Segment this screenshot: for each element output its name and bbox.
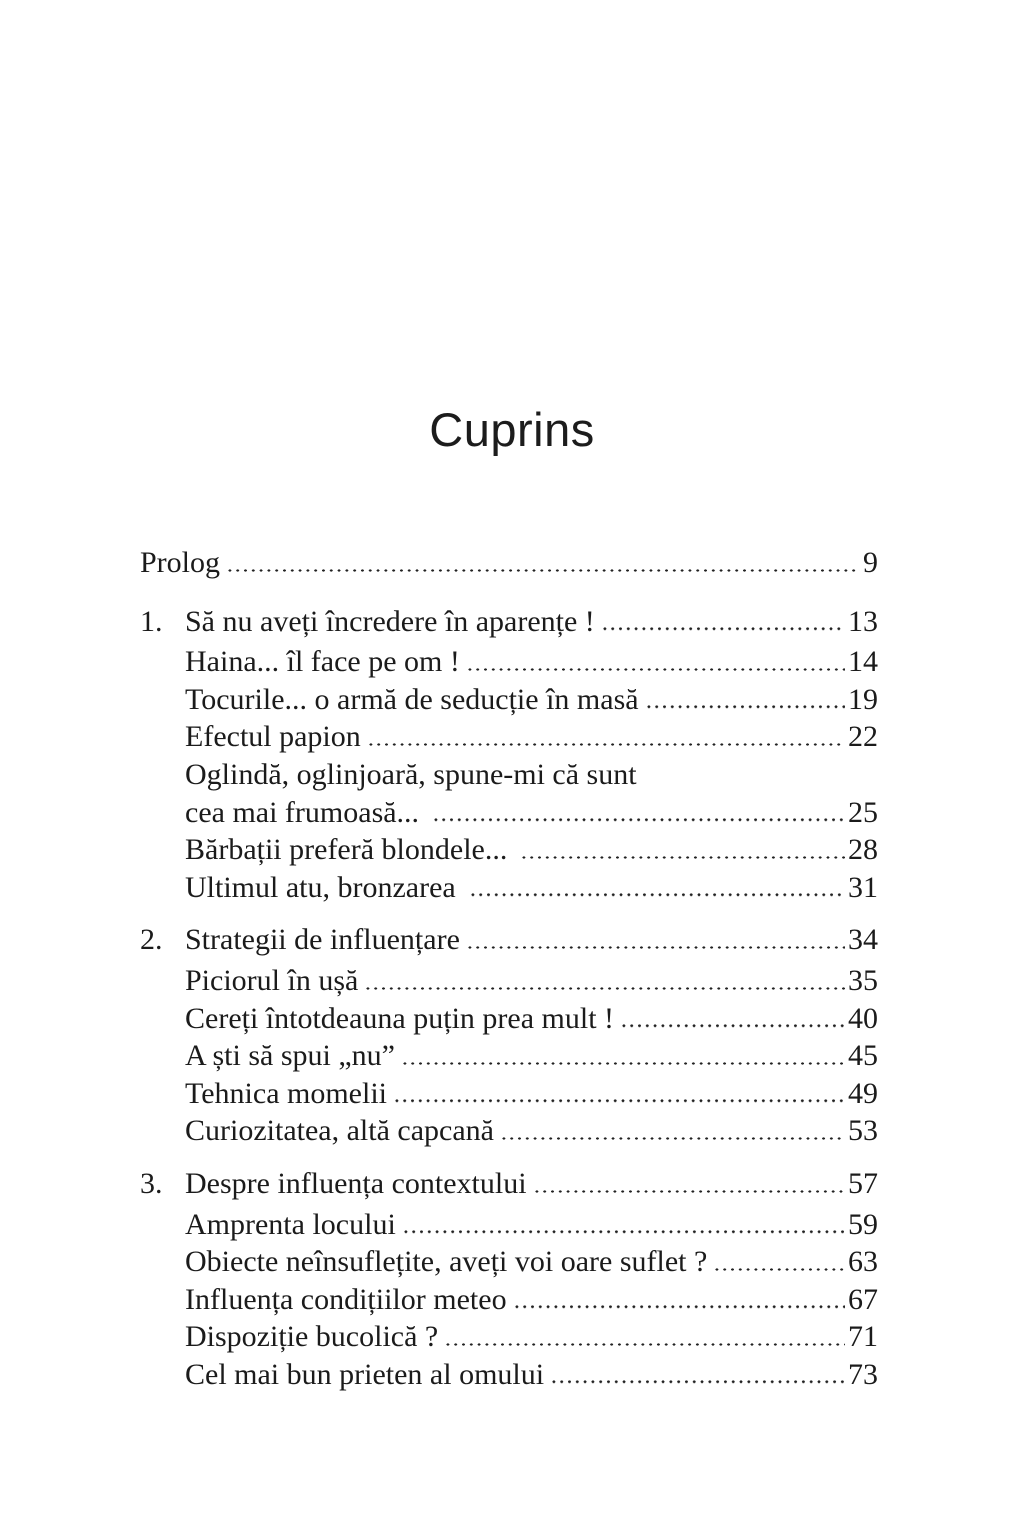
leader-dots [620, 1024, 845, 1027]
toc-entry [140, 1206, 878, 1244]
toc-entry [140, 1281, 878, 1319]
toc-entry-label: Prolog [140, 546, 221, 579]
toc-page-number: 71 [848, 1320, 878, 1354]
toc-entry-label: cea mai frumoasă... [185, 795, 420, 829]
leader-dots [713, 1268, 845, 1271]
leader-dots [500, 1137, 845, 1140]
toc-entry-label: Să nu aveți încredere în aparențe ! [185, 604, 595, 638]
leader-dots [513, 1305, 845, 1308]
toc-page-number: 73 [848, 1357, 878, 1391]
toc-entry-wrapped-line [140, 756, 878, 794]
leader-dots [469, 893, 845, 896]
toc-entry [140, 794, 878, 832]
chapter-number: 1. [140, 604, 163, 638]
leader-dots [550, 1380, 845, 1383]
chapter-number: 2. [140, 923, 163, 957]
toc-entry [140, 1000, 878, 1038]
leader-dots [367, 743, 845, 746]
toc-entry-chapter-2 [140, 921, 878, 959]
leader-dots [533, 1190, 845, 1193]
leader-dots [466, 946, 845, 949]
toc-entry-label: Dispoziție bucolică ? [185, 1320, 439, 1354]
toc-page-number: 35 [848, 963, 878, 997]
toc-entry-label: Obiecte neînsuflețite, aveți voi oare suflet ? [185, 1245, 708, 1279]
toc-entry-label: Piciorul în ușă [185, 963, 359, 997]
leader-dots [444, 1343, 845, 1346]
toc-entry [140, 1243, 878, 1281]
toc-entry-prolog [140, 544, 878, 582]
leader-dots [466, 668, 845, 671]
toc-entry-label: Efectul papion [185, 720, 361, 754]
toc-entry-label: Tocurile... o armă de seducție în masă [185, 682, 639, 716]
toc-entry-label: Oglindă, oglinjoară, spune-mi că sunt [185, 757, 637, 791]
toc-page-number: 49 [848, 1076, 878, 1110]
toc-entry [140, 643, 878, 681]
toc-entry-label: Haina... îl face pe om ! [185, 645, 460, 679]
toc-entry-label: Bărbații preferă blondele... [185, 833, 508, 867]
toc-entry-label: Cereți întotdeauna puțin prea mult ! [185, 1001, 615, 1035]
toc-entry [140, 1037, 878, 1075]
toc-page-number: 53 [848, 1114, 878, 1148]
toc-entry [140, 1356, 878, 1394]
toc-entry-chapter-3 [140, 1165, 878, 1203]
toc-entry-label: Curiozitatea, altă capcană [185, 1114, 494, 1148]
toc-entry [140, 869, 878, 907]
toc-entry [140, 718, 878, 756]
toc-page-number: 59 [848, 1207, 878, 1241]
toc-entry [140, 681, 878, 719]
toc-entry-label: Tehnica momelii [185, 1076, 388, 1110]
toc-entry [140, 1318, 878, 1356]
leader-dots [645, 705, 845, 708]
toc-entry-label: Despre influența contextului [185, 1166, 527, 1200]
toc-page-number: 45 [848, 1039, 878, 1073]
leader-dots [432, 818, 845, 821]
toc-page-number: 13 [848, 604, 878, 638]
toc-entry-label: A ști să spui „nu” [185, 1039, 395, 1073]
toc-page-number: 22 [848, 720, 878, 754]
table-of-contents [140, 544, 878, 1393]
leader-dots [401, 1062, 845, 1065]
toc-entry-label: Ultimul atu, bronzarea [185, 870, 456, 904]
toc-entry-label: Influența condițiilor meteo [185, 1282, 507, 1316]
leader-dots [601, 627, 845, 630]
page-title: Cuprins [429, 403, 595, 456]
toc-entry [140, 1075, 878, 1113]
toc-page-number: 28 [848, 833, 878, 867]
toc-page-number: 14 [848, 645, 878, 679]
toc-entry-chapter-1 [140, 603, 878, 641]
toc-entry-label: Strategii de influențare [185, 923, 460, 957]
toc-page-number: 25 [848, 795, 878, 829]
toc-page-number: 31 [848, 870, 878, 904]
leader-dots [402, 1230, 845, 1233]
toc-page-number: 67 [848, 1282, 878, 1316]
toc-entry-label: Cel mai bun prieten al omului [185, 1357, 545, 1391]
toc-entry [140, 1112, 878, 1150]
toc-entry-label: Amprenta locului [185, 1207, 396, 1241]
toc-page-number: 63 [848, 1245, 878, 1279]
toc-page-number: 34 [848, 923, 878, 957]
toc-entry [140, 962, 878, 1000]
leader-dots [393, 1099, 845, 1102]
leader-dots [364, 987, 845, 990]
toc-page-number: 9 [863, 546, 878, 579]
leader-dots [226, 569, 860, 572]
toc-page-number: 19 [848, 682, 878, 716]
leader-dots [520, 856, 845, 859]
toc-page-number: 40 [848, 1001, 878, 1035]
toc-page-number: 57 [848, 1166, 878, 1200]
toc-entry [140, 831, 878, 869]
chapter-number: 3. [140, 1166, 163, 1200]
